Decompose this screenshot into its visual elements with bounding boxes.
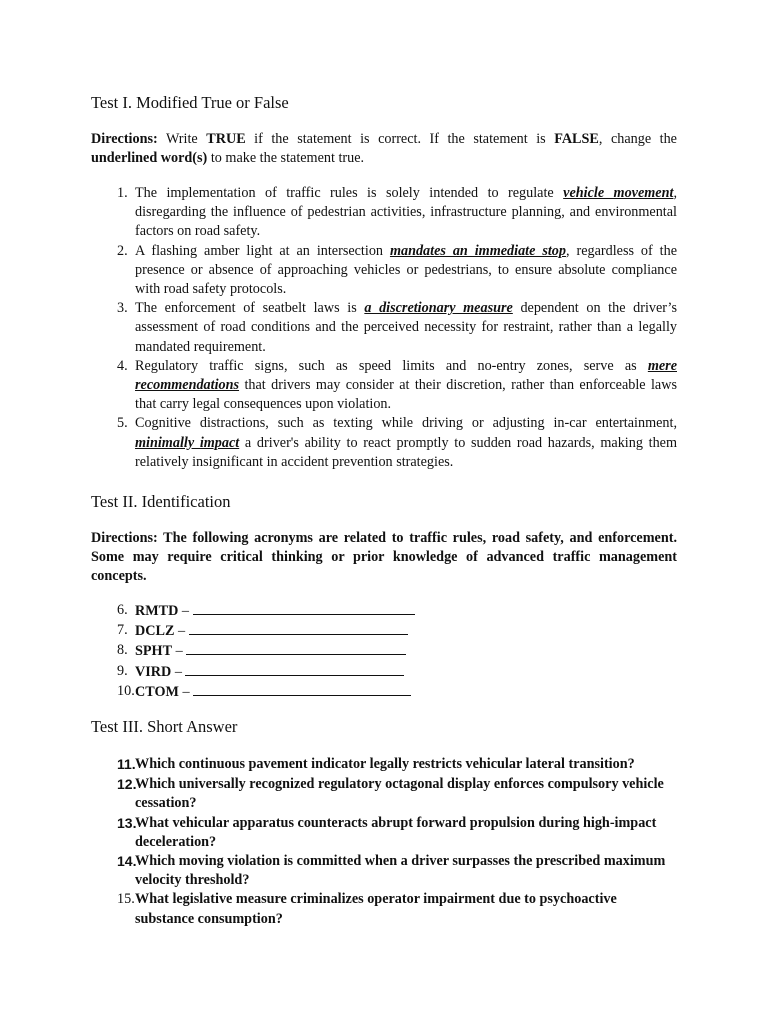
true-word: TRUE [206,131,246,147]
list-item [91,755,677,775]
acronym: SPHT [135,643,173,660]
item-text: A flashing amber light at an intersection [135,242,390,259]
list-item [91,852,677,890]
directions-text: if the statement is correct. If the statement is [245,131,555,147]
item-text: Cognitive distractions, such as texting while driving or adjusting in-car entertainment, [135,415,677,432]
question-text: Which continuous pavement indicator legally restricts vehicular lateral transition? [135,756,635,772]
list-item [91,641,677,661]
dash: – [178,683,194,700]
underlined-key-phrase: minimally impact [135,434,240,451]
item-text: a driver's ability to react promptly to sudden road hazards, making them relatively insignificant in accident prevention strategies. [135,434,677,470]
dash: – [172,643,187,660]
directions-text: Write [157,131,207,147]
item-number: 2. [117,242,128,259]
answer-blank[interactable] [193,682,411,696]
list-item [91,357,677,415]
list-item [91,184,677,242]
test1-directions [91,130,677,168]
item-number: 6. [117,602,128,618]
item-number: 14. [117,853,137,870]
item-text: , disregarding the influence of pedestrian activities, infrastructure planning, and environmental factors on road safety. [135,185,677,240]
item-number: 15. [117,891,135,908]
item-number: 10. [117,682,135,699]
item-number: 5. [117,415,128,432]
underlined-key-phrase: vehicle movement [563,185,674,201]
list-item [91,414,677,472]
list-item [91,775,677,813]
item-text: The implementation of traffic rules is solely intended to regulate [135,185,564,201]
item-text: that drivers may consider at their discretion, rather than enforceable laws that carry legal consequences upon violation. [135,377,677,413]
directions-label: Directions: [91,131,158,147]
false-word: FALSE [554,131,599,147]
test3-items [91,755,677,929]
underlined-key-phrase: mere recommendations [135,357,677,394]
list-item [91,242,677,300]
underlined-key-phrase: a discretionary measure [364,300,513,317]
item-text: The enforcement of seatbelt laws is [135,300,365,317]
item-text: dependent on the driver’s assessment of road conditions and the perceived necessity for restraint, rather than a legally mandated requirement. [135,300,678,355]
acronym: RMTD [135,603,179,619]
test1-items [91,184,677,472]
list-item [91,662,677,682]
item-text: Regulatory traffic signs, such as speed limits and no-entry zones, serve as [135,357,648,374]
list-item [91,601,677,621]
acronym: DCLZ [135,623,175,640]
test1-title: Test I. Modified True or False [91,93,289,112]
item-number: 8. [117,642,128,659]
dash: – [171,663,186,680]
question-text: What vehicular apparatus counteracts abrupt forward propulsion during high-impact deceleration? [135,814,657,850]
underlined-key-phrase: mandates an immediate stop [389,242,566,259]
answer-blank[interactable] [189,621,408,635]
dash: – [178,603,193,619]
acronym: CTOM [135,683,179,700]
item-number: 11. [117,756,136,772]
dash: – [174,623,189,640]
item-number: 3. [117,300,128,317]
list-item [91,814,677,852]
test2-title: Test II. Identification [91,492,231,511]
test3-title: Test III. Short Answer [91,717,238,736]
directions-text: to make the statement true. [207,150,365,167]
item-number: 4. [117,357,128,374]
question-text: What legislative measure criminalizes operator impairment due to psychoactive substance consumption? [135,891,617,927]
underlined-words-label: underlined word(s) [91,150,208,167]
answer-blank[interactable] [186,641,406,655]
list-item [91,682,677,702]
item-number: 9. [117,662,128,679]
answer-blank[interactable] [185,662,404,676]
list-item [91,890,677,928]
item-number: 1. [117,185,128,201]
question-text: Which universally recognized regulatory octagonal display enforces compulsory vehicle cessation? [135,776,664,812]
acronym: VIRD [135,663,172,680]
item-number: 13. [117,814,137,831]
directions-text: , change the [598,131,677,147]
question-text: Which moving violation is committed when a driver surpasses the prescribed maximum velocity threshold? [135,853,666,889]
list-item [91,621,677,641]
list-item [91,299,677,357]
item-number: 12. [117,776,137,793]
test2-directions: Directions: The following acronyms are related to traffic rules, road safety, and enforcement. Some may require critical thinking or prior knowledge of advanced traffic management concepts. [91,530,677,585]
answer-blank[interactable] [193,601,415,615]
item-text: , regardless of the presence or absence of approaching vehicles or pedestrians, to ensure absolute compliance with road safety protocols. [135,242,677,298]
item-number: 7. [117,622,128,639]
test2-items [91,601,677,702]
